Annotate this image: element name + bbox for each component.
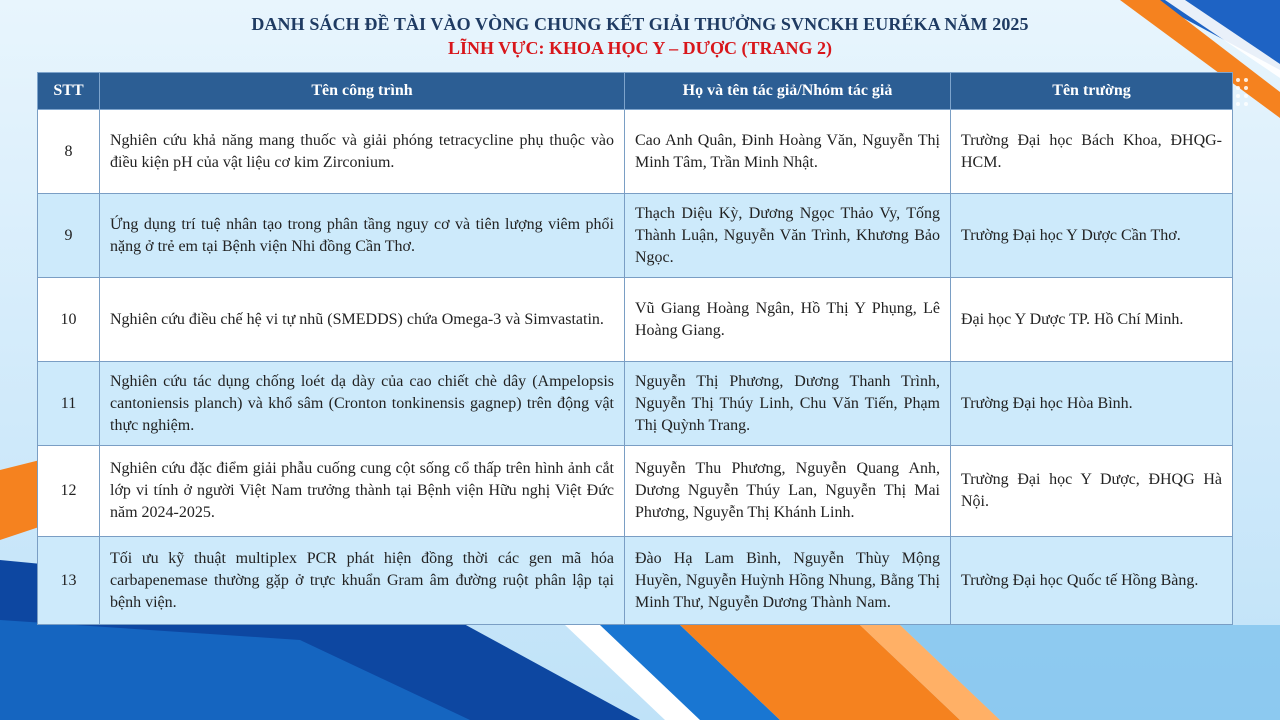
row-authors: Cao Anh Quân, Đinh Hoàng Văn, Nguyễn Thị Minh Tâm, Trần Minh Nhật. xyxy=(625,110,951,194)
table-row xyxy=(38,446,1233,537)
row-school: Trường Đại học Hòa Bình. xyxy=(951,362,1233,446)
row-school: Đại học Y Dược TP. Hồ Chí Minh. xyxy=(951,278,1233,362)
column-header-school: Tên trường xyxy=(951,73,1233,110)
row-stt: 12 xyxy=(38,446,100,537)
row-title: Tối ưu kỹ thuật multiplex PCR phát hiện đồng thời các gen mã hóa carbapenemase thường gặp ở trực khuẩn Gram âm đường ruột phân lập tại bệnh viện. xyxy=(100,537,625,625)
table-row xyxy=(38,537,1233,625)
row-title: Nghiên cứu tác dụng chống loét dạ dày của cao chiết chè dây (Ampelopsis cantoniensis planch) và khổ sâm (Cronton tonkinensis gagnep) trên động vật thực nghiệm. xyxy=(100,362,625,446)
header xyxy=(0,12,1280,60)
table-row xyxy=(38,362,1233,446)
row-stt: 10 xyxy=(38,278,100,362)
row-title: Nghiên cứu đặc điểm giải phẫu cuống cung cột sống cổ thấp trên hình ảnh cắt lớp vi tính ở người Việt Nam trưởng thành tại Bệnh viện Hữu nghị Việt Đức năm 2024-2025. xyxy=(100,446,625,537)
page-subtitle: LĨNH VỰC: KHOA HỌC Y – DƯỢC (TRANG 2) xyxy=(448,38,832,58)
projects-table xyxy=(37,72,1233,625)
row-title: Nghiên cứu khả năng mang thuốc và giải phóng tetracycline phụ thuộc vào điều kiện pH của vật liệu cơ kim Zirconium. xyxy=(100,110,625,194)
column-header-authors: Họ và tên tác giả/Nhóm tác giả xyxy=(625,73,951,110)
row-stt: 8 xyxy=(38,110,100,194)
row-school: Trường Đại học Bách Khoa, ĐHQG-HCM. xyxy=(951,110,1233,194)
table-row xyxy=(38,110,1233,194)
table-row xyxy=(38,278,1233,362)
table-row xyxy=(38,194,1233,278)
row-stt: 11 xyxy=(38,362,100,446)
table-header-row xyxy=(38,73,1233,110)
row-school: Trường Đại học Y Dược Cần Thơ. xyxy=(951,194,1233,278)
row-authors: Đào Hạ Lam Bình, Nguyễn Thùy Mộng Huyền, Nguyễn Huỳnh Hồng Nhung, Bằng Thị Minh Thư, Nguyễn Dương Thành Nam. xyxy=(625,537,951,625)
row-title: Ứng dụng trí tuệ nhân tạo trong phân tầng nguy cơ và tiên lượng viêm phổi nặng ở trẻ em tại Bệnh viện Nhi đồng Cần Thơ. xyxy=(100,194,625,278)
row-stt: 13 xyxy=(38,537,100,625)
column-header-stt: STT xyxy=(38,73,100,110)
row-school: Trường Đại học Quốc tế Hồng Bàng. xyxy=(951,537,1233,625)
column-header-title: Tên công trình xyxy=(100,73,625,110)
row-authors: Vũ Giang Hoàng Ngân, Hồ Thị Y Phụng, Lê Hoàng Giang. xyxy=(625,278,951,362)
row-authors: Thạch Diệu Kỳ, Dương Ngọc Thảo Vy, Tống Thành Luận, Nguyễn Văn Trình, Khương Bảo Ngọc. xyxy=(625,194,951,278)
row-title: Nghiên cứu điều chế hệ vi tự nhũ (SMEDDS) chứa Omega-3 và Simvastatin. xyxy=(100,278,625,362)
row-stt: 9 xyxy=(38,194,100,278)
row-authors: Nguyễn Thị Phương, Dương Thanh Trình, Nguyễn Thị Thúy Linh, Chu Văn Tiến, Phạm Thị Quỳnh Trang. xyxy=(625,362,951,446)
page-title: DANH SÁCH ĐỀ TÀI VÀO VÒNG CHUNG KẾT GIẢI THƯỞNG SVNCKH EURÉKA NĂM 2025 xyxy=(251,14,1029,34)
row-authors: Nguyễn Thu Phương, Nguyễn Quang Anh, Dương Nguyễn Thúy Lan, Nguyễn Thị Mai Phương, Nguyễn Thị Khánh Linh. xyxy=(625,446,951,537)
row-school: Trường Đại học Y Dược, ĐHQG Hà Nội. xyxy=(951,446,1233,537)
